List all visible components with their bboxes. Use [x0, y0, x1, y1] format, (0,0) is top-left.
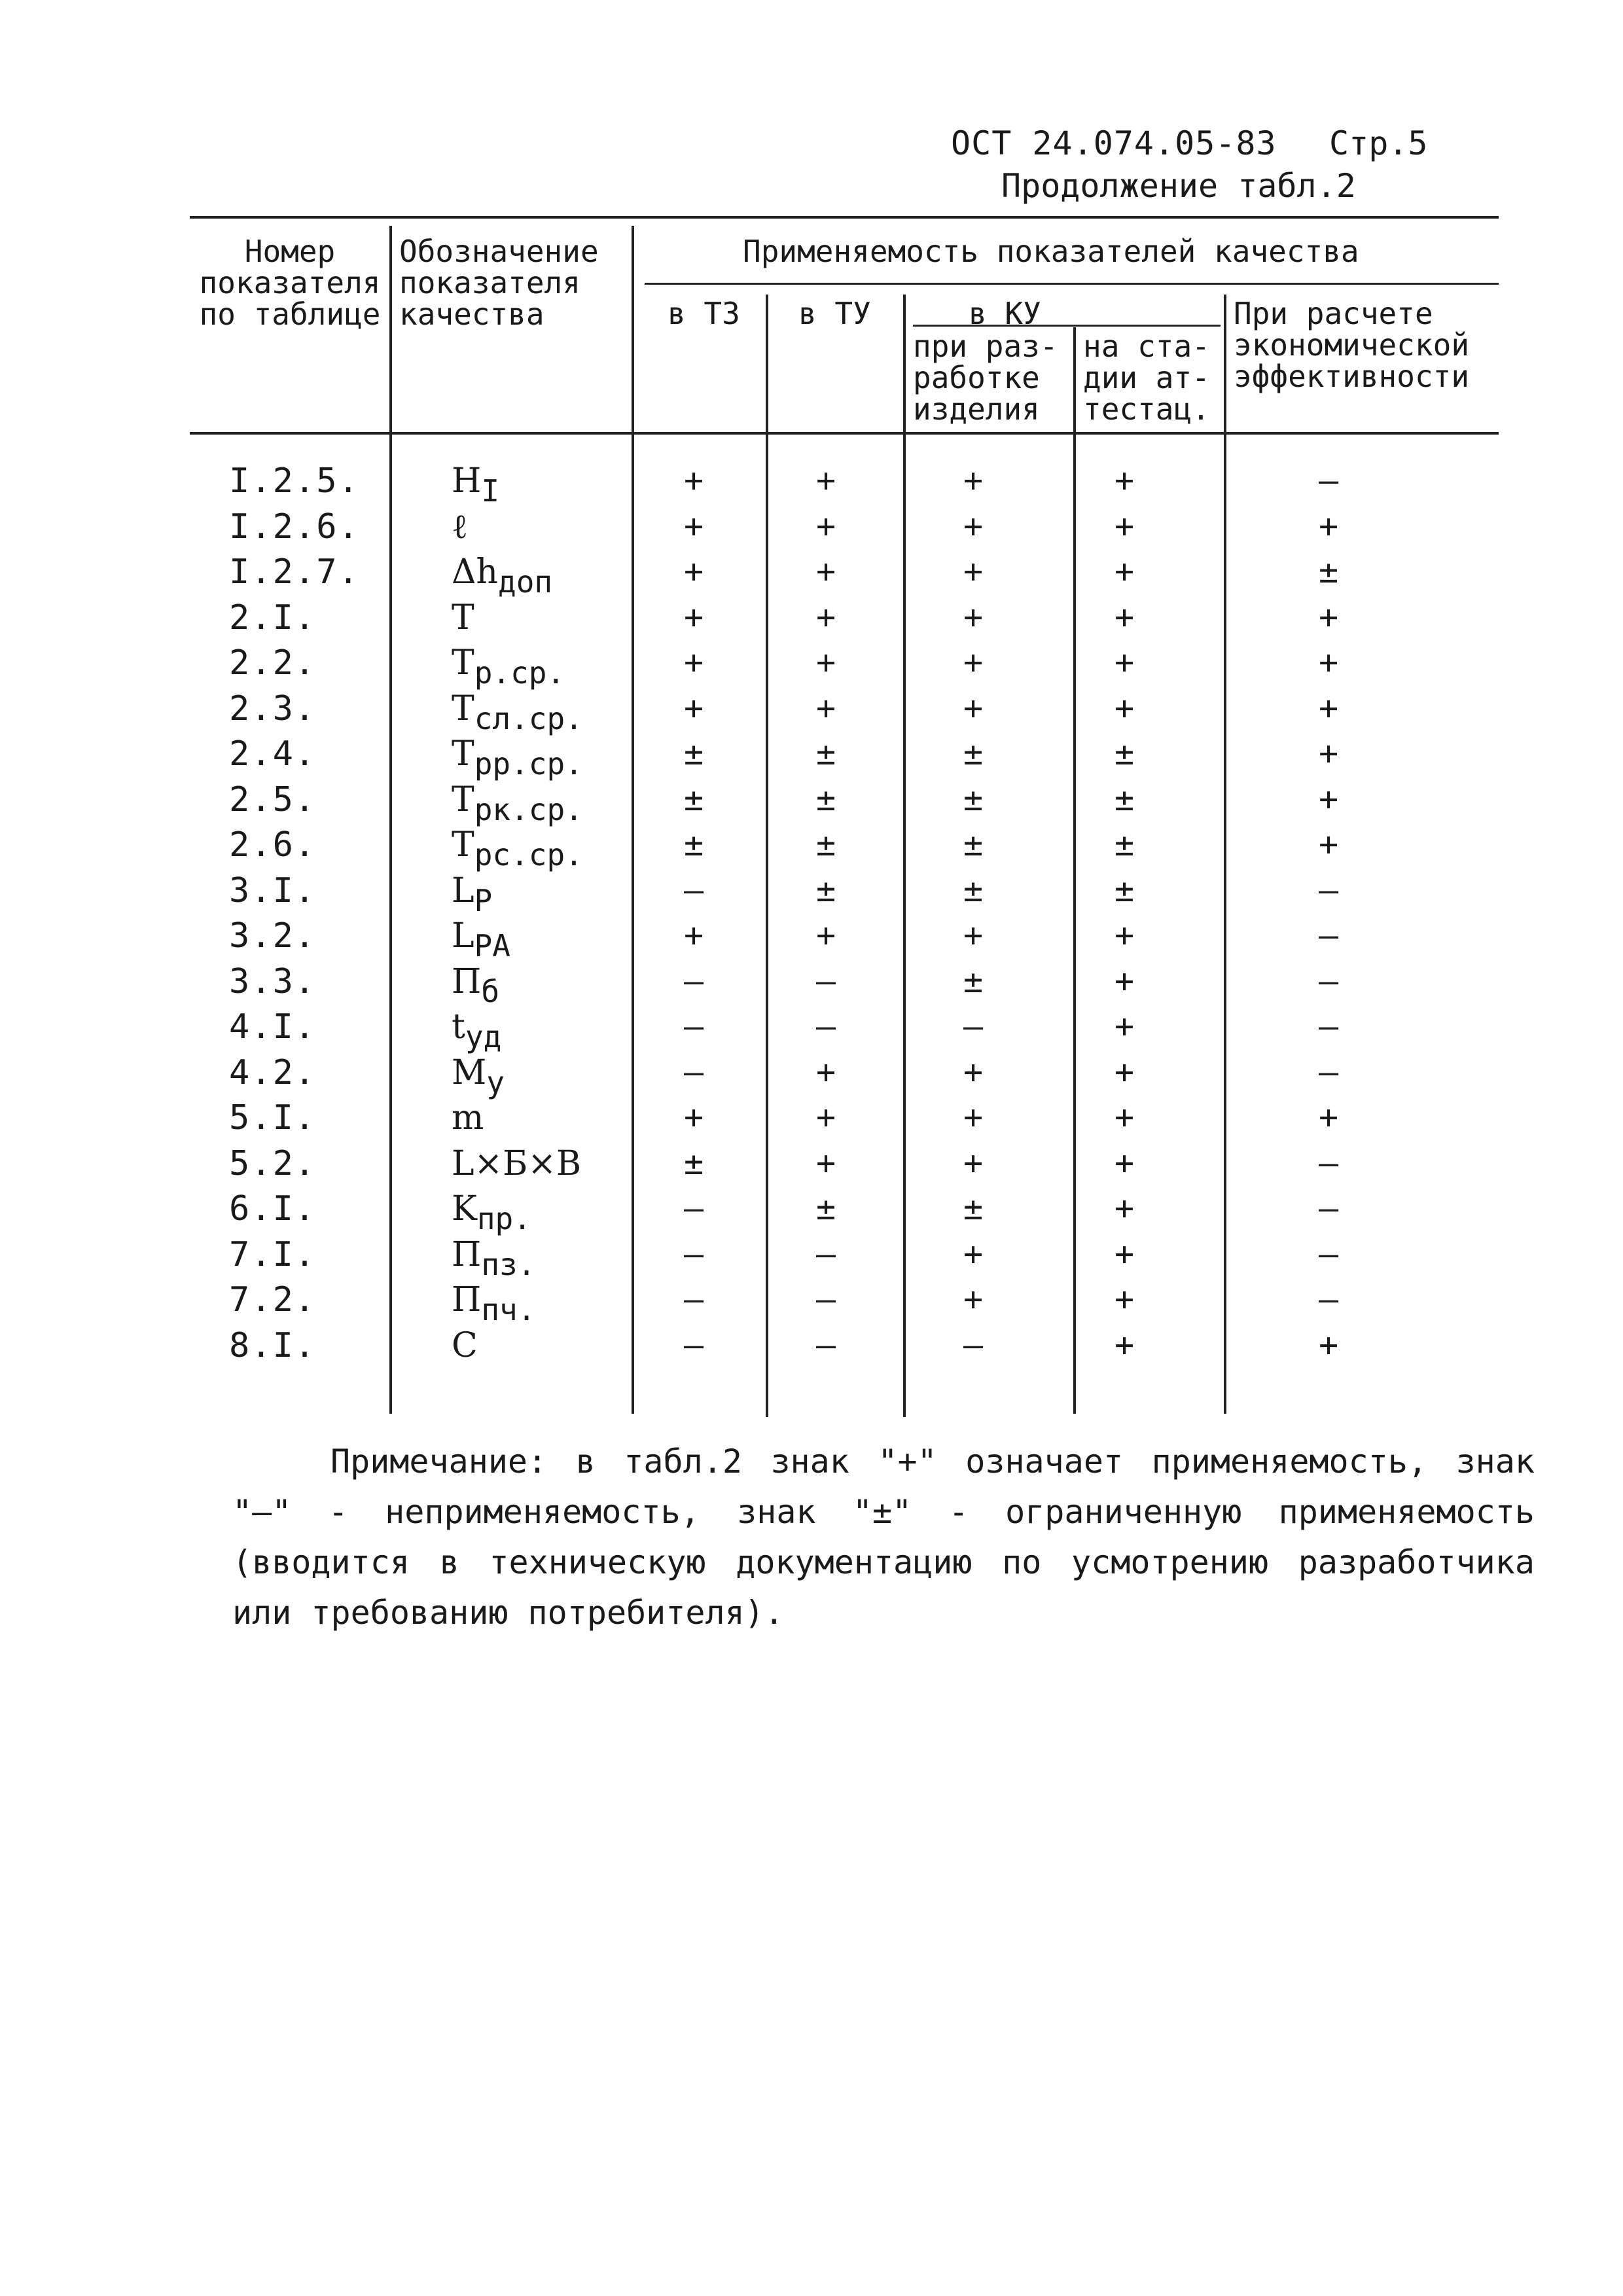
quality-symbol [452, 1007, 501, 1054]
row-number: 3.3. [229, 962, 317, 1001]
symbol-subscript: пр. [476, 1201, 531, 1236]
applicability-mark-econ: – [1319, 1235, 1339, 1273]
applicability-mark-tu: + [816, 1098, 836, 1136]
symbol-main: L [452, 871, 474, 910]
applicability-mark-dev: + [963, 1144, 984, 1182]
quality-symbol [452, 552, 552, 600]
applicability-mark-tz: – [684, 1007, 704, 1045]
symbol-subscript: I [481, 473, 500, 509]
quality-symbol [452, 1280, 535, 1327]
col-divider-1 [389, 226, 392, 1414]
applicability-mark-tz: + [684, 1098, 704, 1136]
applicability-mark-tz: + [684, 507, 704, 545]
quality-symbol [452, 1235, 535, 1282]
col-divider-3 [766, 295, 768, 1417]
applicability-mark-dev: + [963, 598, 984, 636]
col-divider-5 [1073, 327, 1076, 1414]
quality-symbol [452, 962, 499, 1009]
row-number: I.2.7. [229, 552, 360, 592]
applicability-mark-econ: + [1319, 780, 1339, 818]
applicability-mark-dev: – [963, 1007, 984, 1045]
table-top-rule [190, 216, 1499, 219]
applicability-mark-dev: + [963, 689, 984, 727]
symbol-subscript: рр.ср. [474, 746, 583, 781]
applicability-mark-dev: + [963, 1280, 984, 1318]
applicability-mark-att: + [1115, 689, 1135, 727]
applicability-mark-tu: + [816, 461, 836, 499]
applicability-rule [645, 283, 1499, 285]
quality-symbol [452, 1098, 484, 1138]
applicability-mark-att: ± [1115, 825, 1135, 863]
applicability-mark-att: ± [1115, 734, 1135, 772]
table-header-bottom-rule [190, 432, 1499, 435]
applicability-mark-att: + [1115, 1235, 1135, 1273]
applicability-mark-dev: ± [963, 1189, 984, 1227]
applicability-mark-econ: – [1319, 962, 1339, 1000]
applicability-mark-dev: + [963, 552, 984, 590]
applicability-mark-att: + [1115, 1144, 1135, 1182]
applicability-mark-tu: – [816, 1326, 836, 1364]
applicability-mark-att: + [1115, 962, 1135, 1000]
applicability-mark-tz: ± [684, 734, 704, 772]
symbol-subscript: у [486, 1065, 505, 1100]
applicability-mark-att: + [1115, 916, 1135, 954]
applicability-mark-econ: + [1319, 507, 1339, 545]
symbol-main: T [452, 825, 474, 865]
quality-symbol [452, 598, 474, 637]
symbol-main: L×Б×B [452, 1144, 582, 1183]
applicability-mark-econ: ± [1319, 552, 1339, 590]
applicability-mark-econ: + [1319, 734, 1339, 772]
symbol-subscript: рс.ср. [474, 837, 583, 872]
symbol-subscript: сл.ср. [474, 701, 583, 736]
row-number: 2.3. [229, 689, 317, 728]
symbol-subscript: пз. [481, 1247, 536, 1282]
applicability-mark-tz: ± [684, 825, 704, 863]
applicability-mark-econ: – [1319, 1189, 1339, 1227]
quality-symbol [452, 1053, 505, 1100]
applicability-mark-att: + [1115, 552, 1135, 590]
applicability-mark-tz: ± [684, 780, 704, 818]
applicability-mark-att: + [1115, 1326, 1135, 1364]
applicability-mark-tz: – [684, 1189, 704, 1227]
applicability-mark-econ: + [1319, 825, 1339, 863]
quality-symbol [452, 916, 510, 963]
header-tz: в ТЗ [668, 296, 740, 331]
symbol-subscript: P [474, 883, 493, 918]
symbol-main: K [452, 1189, 477, 1229]
applicability-mark-tu: ± [816, 825, 836, 863]
applicability-mark-tu: + [816, 643, 836, 681]
symbol-main: П [452, 1235, 482, 1274]
quality-symbol [452, 734, 583, 781]
applicability-mark-dev: ± [963, 825, 984, 863]
applicability-mark-att: + [1115, 461, 1135, 499]
quality-symbol [452, 780, 583, 827]
quality-symbol [452, 825, 583, 872]
applicability-mark-tz: – [684, 1280, 704, 1318]
applicability-mark-tz: – [684, 1326, 704, 1364]
quality-symbol [452, 1189, 531, 1236]
applicability-mark-tu: + [816, 1053, 836, 1091]
applicability-mark-tz: – [684, 1053, 704, 1091]
row-number: 2.I. [229, 598, 317, 637]
applicability-mark-dev: + [963, 507, 984, 545]
applicability-mark-dev: + [963, 1053, 984, 1091]
symbol-main: L [452, 916, 474, 956]
row-number: 5.2. [229, 1144, 317, 1183]
applicability-mark-econ: + [1319, 689, 1339, 727]
applicability-mark-tu: + [816, 507, 836, 545]
header-symbol: Обозначение показателя качества [399, 234, 599, 332]
applicability-mark-dev: ± [963, 962, 984, 1000]
symbol-main: T [452, 689, 474, 728]
applicability-mark-att: + [1115, 1098, 1135, 1136]
applicability-mark-econ: + [1319, 643, 1339, 681]
applicability-mark-tu: + [816, 916, 836, 954]
applicability-mark-dev: + [963, 461, 984, 499]
header-ku-development: при раз- работке изделия [913, 329, 1058, 427]
row-number: 2.6. [229, 825, 317, 865]
row-number: 6.I. [229, 1189, 317, 1229]
applicability-mark-tz: – [684, 871, 704, 909]
applicability-mark-dev: ± [963, 734, 984, 772]
quality-symbol [452, 507, 468, 547]
applicability-mark-att: + [1115, 643, 1135, 681]
symbol-main: П [452, 962, 482, 1001]
applicability-mark-econ: – [1319, 461, 1339, 499]
header-applicability: Применяемость показателей качества [743, 234, 1359, 269]
symbol-subscript: доп [498, 564, 553, 600]
quality-symbol [452, 1144, 581, 1183]
applicability-mark-econ: + [1319, 1326, 1339, 1364]
header-tu: в ТУ [798, 296, 871, 331]
symbol-main: T [452, 734, 474, 774]
applicability-mark-tu: – [816, 1280, 836, 1318]
symbol-main: T [452, 643, 474, 683]
applicability-mark-tz: – [684, 1235, 704, 1273]
applicability-mark-tu: – [816, 962, 836, 1000]
symbol-subscript: пч. [481, 1292, 536, 1327]
symbol-main: Δh [452, 552, 499, 592]
symbol-main: ℓ [452, 507, 468, 547]
applicability-mark-att: + [1115, 1189, 1135, 1227]
applicability-mark-dev: + [963, 1098, 984, 1136]
applicability-mark-tz: + [684, 643, 704, 681]
applicability-mark-dev: + [963, 643, 984, 681]
header-ku: в КУ [969, 296, 1041, 331]
col-divider-2 [632, 226, 634, 1414]
symbol-main: M [452, 1053, 487, 1092]
row-number: 8.I. [229, 1326, 317, 1365]
ku-underline [913, 325, 1221, 327]
applicability-mark-att: + [1115, 598, 1135, 636]
applicability-mark-tz: + [684, 461, 704, 499]
symbol-main: T [452, 780, 474, 819]
header-ku-attestation: на ста- дии ат- тестац. [1083, 329, 1210, 427]
applicability-mark-tu: ± [816, 1189, 836, 1227]
document-code: ОСТ 24.074.05-83 [951, 124, 1277, 162]
applicability-mark-tu: + [816, 1144, 836, 1182]
applicability-mark-econ: – [1319, 871, 1339, 909]
symbol-subscript: р.ср. [474, 655, 565, 691]
row-number: 3.2. [229, 916, 317, 956]
applicability-mark-tu: + [816, 552, 836, 590]
applicability-mark-dev: + [963, 1235, 984, 1273]
symbol-main: t [452, 1007, 465, 1047]
row-number: 7.I. [229, 1235, 317, 1274]
row-number: 5.I. [229, 1098, 317, 1138]
applicability-mark-tu: ± [816, 780, 836, 818]
applicability-mark-att: ± [1115, 871, 1135, 909]
row-number: 4.2. [229, 1053, 317, 1092]
symbol-subscript: PA [474, 928, 510, 963]
quality-symbol [452, 1326, 478, 1365]
col-divider-6 [1224, 295, 1226, 1414]
applicability-mark-econ: – [1319, 1007, 1339, 1045]
quality-symbol [452, 461, 499, 509]
applicability-mark-dev: – [963, 1326, 984, 1364]
row-number: 2.2. [229, 643, 317, 683]
row-number: I.2.5. [229, 461, 360, 501]
col-divider-4 [903, 295, 906, 1417]
applicability-mark-tu: ± [816, 734, 836, 772]
symbol-main: T [452, 598, 474, 637]
symbol-subscript: уд [465, 1019, 502, 1054]
applicability-mark-econ: – [1319, 1144, 1339, 1182]
row-number: 2.4. [229, 734, 317, 774]
applicability-mark-econ: – [1319, 1053, 1339, 1091]
table-continuation-label: Продолжение табл.2 [1001, 167, 1356, 205]
row-number: 2.5. [229, 780, 317, 819]
applicability-mark-dev: ± [963, 871, 984, 909]
header-number: Номер показателя по таблице [199, 234, 381, 332]
row-number: 7.2. [229, 1280, 317, 1319]
symbol-main: H [452, 461, 482, 501]
applicability-mark-att: ± [1115, 780, 1135, 818]
applicability-mark-dev: ± [963, 780, 984, 818]
applicability-mark-tz: + [684, 552, 704, 590]
symbol-subscript: б [481, 974, 500, 1009]
applicability-mark-tz: + [684, 689, 704, 727]
applicability-mark-tz: + [684, 598, 704, 636]
quality-symbol [452, 871, 492, 918]
row-number: 3.I. [229, 871, 317, 910]
applicability-mark-tu: + [816, 598, 836, 636]
applicability-mark-att: + [1115, 1053, 1135, 1091]
applicability-mark-dev: + [963, 916, 984, 954]
symbol-main: П [452, 1280, 482, 1319]
applicability-mark-tu: – [816, 1007, 836, 1045]
page-number: Стр.5 [1329, 124, 1428, 162]
applicability-mark-econ: + [1319, 598, 1339, 636]
row-number: 4.I. [229, 1007, 317, 1047]
symbol-main: m [452, 1098, 484, 1138]
applicability-mark-tz: ± [684, 1144, 704, 1182]
applicability-mark-tu: ± [816, 871, 836, 909]
row-number: I.2.6. [229, 507, 360, 547]
quality-symbol [452, 689, 583, 736]
applicability-mark-econ: – [1319, 1280, 1339, 1318]
applicability-mark-att: + [1115, 1007, 1135, 1045]
quality-symbol [452, 643, 565, 691]
applicability-mark-econ: + [1319, 1098, 1339, 1136]
applicability-mark-tz: – [684, 962, 704, 1000]
symbol-main: C [452, 1326, 478, 1365]
applicability-mark-econ: – [1319, 916, 1339, 954]
applicability-mark-att: + [1115, 1280, 1135, 1318]
applicability-mark-tu: + [816, 689, 836, 727]
symbol-subscript: рк.ср. [474, 792, 583, 827]
header-economic: При расчете экономической эффективности [1234, 296, 1470, 394]
applicability-mark-tz: + [684, 916, 704, 954]
note-text: Примечание: в табл.2 знак "+" означает применяемость, знак "–" - неприменяемость, знак "±" - ограниченную применяемость (вводится в техническую документацию по усмотрению разработчика или требованию потребителя). [232, 1443, 1535, 1632]
applicability-mark-tu: – [816, 1235, 836, 1273]
table-note [232, 1437, 1535, 1638]
applicability-mark-att: + [1115, 507, 1135, 545]
